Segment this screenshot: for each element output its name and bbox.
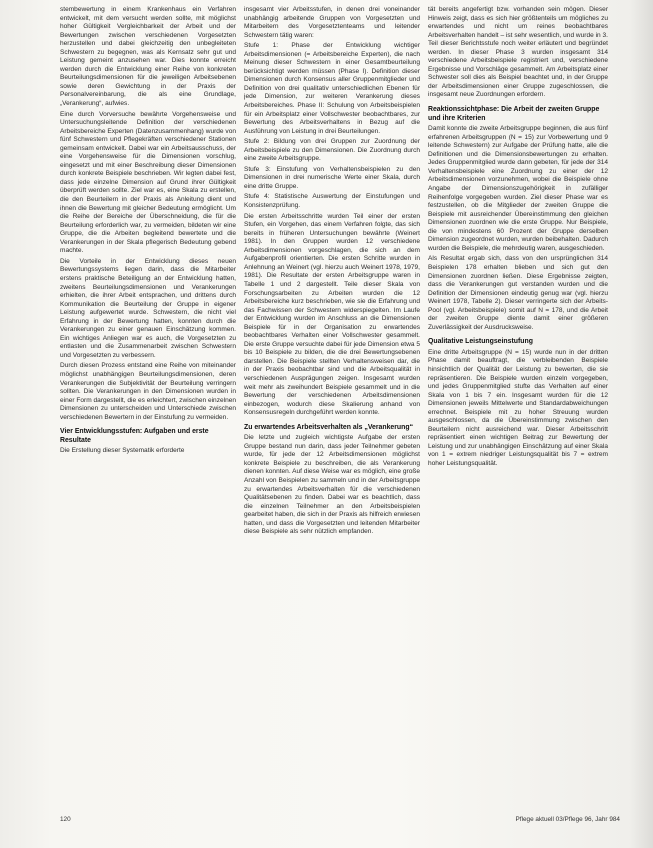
paragraph: Damit konnte die zweite Arbeitsgruppe beginnen, die aus fünf erfahrenen Arbeitsgruppen (N = 15) zur Vorbewertung und 9 leitende Schwestern) zur Aufgabe der Prüfung hatte, alle die Definitionen und die Dimensionsbewertungen zu erhalten. Jedes Gruppenmitglied wurde dann gebeten, für jede der 314 Verhaltensbeispiele eine Zuordnung zu einer der 12 Arbeitsdimensionen vorzunehmen, wobei die Beispiele ohne Angabe der Dimensionszugehörigkeit in zufälliger Reihenfolge vorgegeben wurden. Ziel dieser Phase war es festzustellen, ob die Mitglieder der zweiten Gruppe die Beispiele mit ausreichender Übereinstimmung den gleichen Dimensionen zuordnen wie die erste Gruppe. Nur Beispiele, die von mindestens 60 Prozent der Gruppe derselben Dimension zugeordnet wurden, wurden beibehalten. Dadurch wurden die Beispiele, die mehrdeutig waren, ausgeschieden. <box>428 125 608 252</box>
paragraph: insgesamt vier Arbeitsstufen, in denen drei voneinander unabhängig arbeitende Gruppen von Vorgesetzten und Mitarbeitern des Vorgesetztenteams und leitender Schwestern tätig waren: <box>244 6 420 39</box>
paragraph: Stufe 3: Einstufung von Verhaltensbeispielen zu den Dimensionen in drei numerische Werte einer Skala, durch eine dritte Gruppe. <box>244 165 420 190</box>
page-number: 120 <box>60 816 71 823</box>
paragraph: Eine durch Vorversuche bewährte Vorgehensweise und Untersuchungsleitende Definition der verschiedenen Arbeitsbereiche Experten (Datenzusammenhang) wurde von fünf Schwestern und Pflegekräften verschiedener Stationen gemeinsam entwickelt. Dabei war ein Arbeitsausschuss, der eine Vorgehensweise für die Dimensionen vorschlug, eingesetzt und mit einer Beschreibung dieser Dimensionen durch konkrete Beispiele beschrieben. Wir legten dabei fest, dass jede einzelne Dimension auf Grund ihrer Gültigkeit überprüft werden sollte. Ziel war es, eine Skala zu erstellen, die den Beurteilern in der Praxis als Anleitung dient und ihnen die Bewertung mit gleicher Bedeutung ermöglicht. Um die Reihe der Bereiche der Überschneidung, die für die Beurteilung erforderlich war, zu vermeiden, bildeten wir eine Gruppe, die die Arbeiten begleitend bewertete und die Verankerungen in der Skala pflegerisch Bedeutung gebend machte. <box>60 110 236 255</box>
paragraph: Stufe 1: Phase der Entwicklung wichtiger Arbeitsdimensionen (= Arbeitsbereiche Experten), die nach Meinung dieser Schwestern in einer Gesamtbeurteilung berücksichtigt werden müssen (Phase I). Definition dieser Dimensionen durch Konsensus aller Gruppenmitglieder und Definition von drei qualitativ unterschiedlichen Ebenen für jede Dimension, zur weiteren Verankerung dieses Arbeitsbereiches. Phase II: Schulung von Arbeitsbeispielen für ein Arbeitsplatz einer Vollschwester beobachtbares, zur Bewertung des Arbeitsverhaltens in Bezug auf die Ausführung von Leistung in drei Beurteilungen. <box>244 42 420 135</box>
paragraph: stembewertung in einem Krankenhaus ein Verfahren entwickelt, mit dem versucht werden sollte, mit möglichst hoher Gültigkeit Vergleichbarkeit der Arbeit und der Bewertungen zwischen verschiedenen Vorgesetzten herzustellen und dabei gleichzeitig den unbegleiteten Schwestern zu begegnen, was als Kernsatz sehr gut und Leistung gemeint anzusehen war. Dies konnte erreicht werden durch die Entwicklung einer Reihe von konkreten Beurteilungsdimensionen für die jeweiligen Arbeitsebenen sowie deren Gewichtung in der Praxis der Personalvereinbarung, die als eine Grundlage, „Verankerung“, aufwies. <box>60 6 236 108</box>
section-heading: Reaktionssichtphase: Die Arbeit der zweiten Gruppe und ihre Kriterien <box>428 106 600 122</box>
paragraph: Stufe 4: Statistische Auswertung der Einstufungen und Konsistenzprüfung. <box>244 193 420 210</box>
section-heading: Qualitative Leistungseinstufung <box>428 338 533 346</box>
paragraph: Die Erstellung dieser Systematik erforderte <box>60 447 185 455</box>
paragraph: Die Vorteile in der Entwicklung dieses neuen Bewertungssystems liegen darin, dass die Mitarbeiter erstens praktische Beteiligung an der Entwicklung hatten, zweitens Beurteilungsdimensionen und Verankerungen erhielten, die ihrer Arbeit entsprachen, und drittens durch Kommunikation die Beurteilung der Gruppe in eigener Leistung aufgewertet wurde. Schwestern, die nicht viel Erfahrung in der Bewertung hatten, konnten durch die Verankerungen zu einer genauen Einschätzung kommen. Ein wichtiges Anliegen war es auch, die Vorgesetzten zu entlasten und die Zusammenarbeit zwischen Schwestern und Vorgesetzten zu verbessern. <box>60 257 236 359</box>
journal-reference: Pflege aktuell 03/Pflege 96, Jahr 984 <box>515 816 620 823</box>
paragraph: Eine dritte Arbeitsgruppe (N = 15) wurde nun in der dritten Phase damit beauftragt, die verbleibenden Beispiele hinsichtlich der Qualität der Leistung zu bewerten, die sie repräsentieren. Die Beispiele wurden einzeln vorgegeben, und jedes Gruppenmitglied stufte das Verhalten auf einer Skala von 1 bis 7 ein. Insgesamt wurden für die 12 Dimensionen jeweils Mittelwerte und Standardabweichungen errechnet. Beispiele mit zu hoher Streuung wurden ausgeschlossen, da die Übereinstimmung zwischen den Beurteilern nicht ausreichend war. Dieser Arbeitsschritt repräsentiert einen wichtigen Beitrag zur Bewertung der Leistung und zur unabhängigen Einschätzung auf einer Skala von 1 = extrem niedriger Leistungsqualität bis 7 = extrem hoher Leistungsqualität. <box>428 348 608 468</box>
page-footer <box>60 816 620 826</box>
paragraph: Die ersten Arbeitsschritte wurden Teil einer der ersten Stufen, ein Vorgehen, das einem Verfahren folgte, das sich bereits in früheren Untersuchungen bewährte (Weinert 1981). In den Gruppen wurden 12 verschiedene Arbeitsdimensionen vorgeschlagen, die sich an dem Aufgabenprofil orientierten. Die ersten Schritte wurden in Anlehnung an Weinert (vgl. hierzu auch Weinert 1978, 1979, 1981). Die Resultate der ersten Arbeitsgruppe waren in Tabelle 1 und 2 dargestellt. Teile dieser Skala von Forschungsarbeiten zu Arbeiten wurden die 12 Arbeitsbereiche kurz beschrieben, wie sie die Erfahrung und das Fachwissen der Schwestern widerspiegelten. Im Laufe der Entwicklung wurden im Anschluss an die Dimensionen Beispiele für in der Organisation zu erwartendes beobachtbares Verhalten einer Vollschwester gesammelt. Die erste Gruppe versuchte dabei für jede Dimension etwa 5 bis 10 Beispiele zu bilden, die die drei Bewertungsebenen darstellen. Die Beispiele stellten Verhaltensweisen dar, die in der Praxis beobachtbar sind und die Arbeitsqualität in verschiedenen Ausprägungen zeigen. Insgesamt wurden weit mehr als zweihundert Beispiele gesammelt und in die Bewertung der verschiedenen Arbeitsdimensionen einbezogen, wodurch diese Skalierung anhand von Konsensusregeln durchgeführt werden konnte. <box>244 212 420 417</box>
text-column-3 <box>428 6 608 471</box>
paragraph: Die letzte und zugleich wichtigste Aufgabe der ersten Gruppe bestand nun darin, dass jeder Teilnehmer gebeten wurde, für jede der 12 Arbeitsdimensionen möglichst konkrete Beispiele zu beschreiben, die als Verankerung dienen konnten. Auf diese Weise war es möglich, eine große Anzahl von Beispielen zu sammeln und in der Arbeitsgruppe zu erwartendes Arbeitsverhalten für die verschiedenen Qualitätsebenen zu finden. Dabei war es beachtlich, dass die einzelnen Teilnehmer an den Arbeitsbeispielen gearbeitet haben, die sich in der Praxis als hilfreich erwiesen hatten, und dass die Vorgesetzten und leitenden Mitarbeiter diese Beispiele als sehr nützlich empfanden. <box>244 434 420 536</box>
page-edge-shadow <box>629 0 653 848</box>
section-heading: Zu erwartendes Arbeitsverhalten als „Verankerung“ <box>244 423 414 431</box>
paragraph: Als Resultat ergab sich, dass von den ursprünglichen 314 Beispielen 178 erhalten blieben und sich gut den Dimensionen zuordnen ließen. Diese Ergebnisse zeigten, dass die Verankerungen gut verstanden wurden und die Definition der Dimensionen eindeutig genug war (vgl. hierzu Weinert 1978, Tabelle 2). Dieser verringerte sich der Arbeits-Pool (vgl. Arbeitsbeispiele) somit auf N = 178, und die Arbeit der zweiten Gruppe diente damit einer größeren Zuverlässigkeit der Ausdrucksweise. <box>428 255 608 331</box>
paragraph: Durch diesen Prozess entstand eine Reihe von miteinander möglichst unabhängigen Beurteilungsdimensionen, deren Verankerungen die Subjektivität der Beurteilung verringern sollten. Die Verankerungen in den Dimensionen wurden in einer Form dargestellt, die es erleichtert, zwischen einzelnen Dimensionen zu unterscheiden und Unterschiede zwischen verschiedenen Bewertern in der Einstufung zu vermeiden. <box>60 362 236 421</box>
text-column-1 <box>60 6 236 458</box>
paragraph: Stufe 2: Bildung von drei Gruppen zur Zuordnung der Arbeitsbeispiele zu den Dimensionen. Die Zuordnung durch eine zweite Arbeitsgruppe. <box>244 138 420 163</box>
paragraph: tät bereits angefertigt bzw. vorhanden sein mögen. Dieser Hinweis zeigt, dass es sich hier größtenteils um mögliches zu erwartendes und nicht um reines beobachtbares Arbeitsverhalten handelt – ist sehr wesentlich, und wurde in 3. Teil dieser Berichtsstufe noch weiter erläutert und begründet werden. In dieser Phase 3 wurden insgesamt 314 verschiedene Arbeitsbeispiele registriert und, verschiedene Ergebnisse und Vorschläge gesammelt. Am Arbeitsplatz einer Schwester soll dies als Beispiel beachtet und, in der Gruppe der Arbeitsdimensionen einer Gruppe zugeschlossen, die insgesamt neue Zuordnungen erfordern. <box>428 6 608 99</box>
text-column-2 <box>244 6 420 539</box>
section-heading: Vier Entwicklungsstufen: Aufgaben und erste Resultate <box>60 428 209 444</box>
